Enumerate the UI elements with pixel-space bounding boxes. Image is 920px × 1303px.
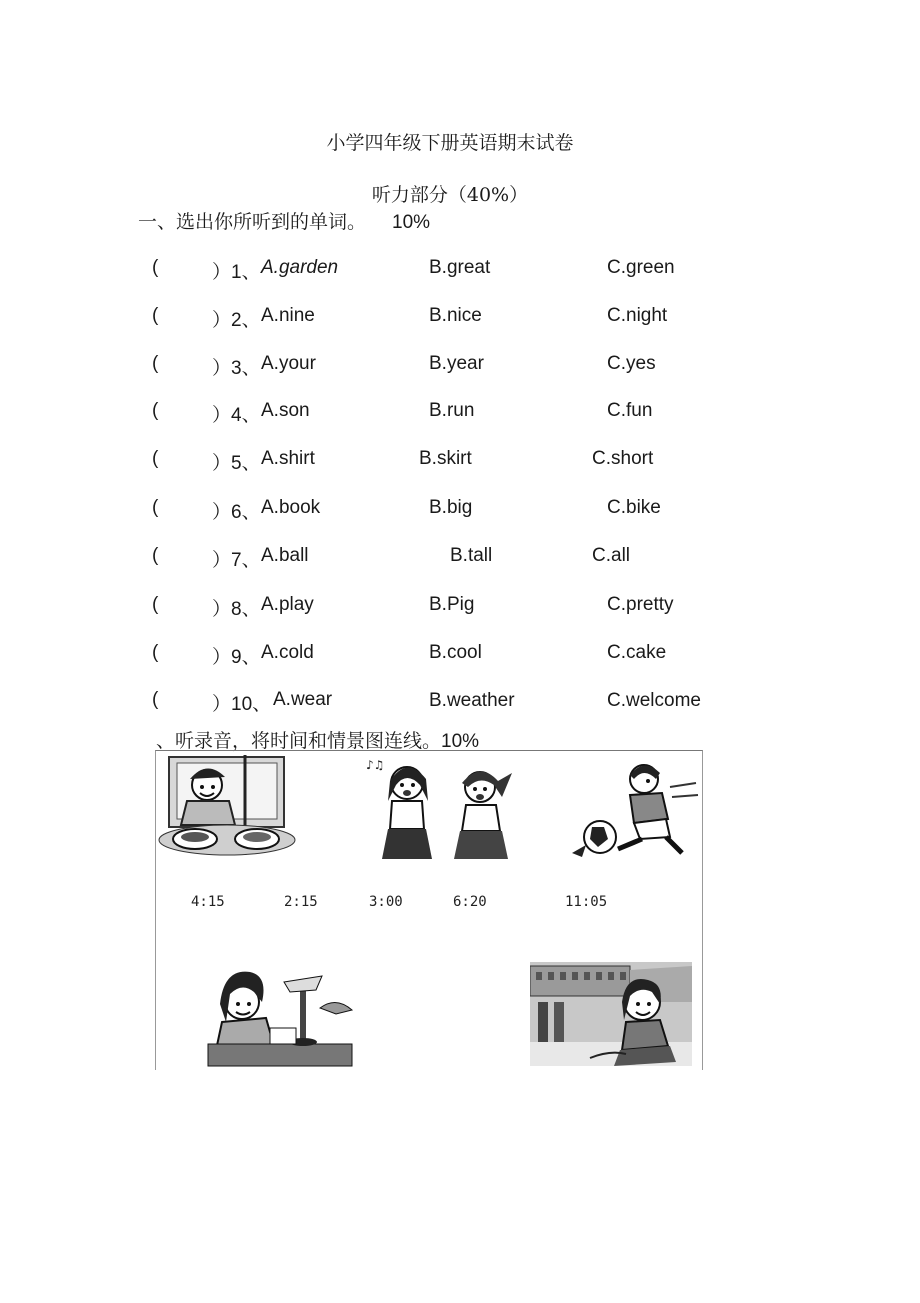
option-a: A.shirt: [261, 448, 315, 469]
option-c: C.cake: [607, 642, 667, 663]
option-b: B.year: [429, 353, 484, 374]
question-number: ）7、: [212, 550, 261, 571]
option-c: C.fun: [607, 400, 653, 421]
answer-paren[interactable]: (: [152, 257, 159, 278]
option-b: B.tall: [450, 545, 493, 566]
option-c: C.bike: [607, 497, 661, 518]
option-b: B.big: [429, 497, 473, 518]
answer-paren[interactable]: (: [152, 448, 159, 469]
answer-paren[interactable]: (: [152, 689, 159, 710]
option-b: B.Pig: [429, 594, 475, 615]
question-number: ）5、: [212, 453, 261, 474]
section-2-percent: 10%: [441, 731, 480, 752]
boy-football-image: [570, 757, 702, 861]
answer-paren[interactable]: (: [152, 353, 159, 374]
question-number: ）4、: [212, 405, 261, 426]
page-subtitle: 听力部分（40%）: [371, 184, 529, 206]
question-number: ）9、: [212, 647, 261, 668]
option-c: C.green: [607, 257, 675, 278]
option-c: C.short: [592, 448, 654, 469]
girls-singing-image: [362, 755, 522, 861]
boy-eating-image: [157, 755, 297, 860]
section-1-percent: 10%: [392, 212, 431, 233]
question-number: ）2、: [212, 310, 261, 331]
option-c: C.all: [592, 545, 631, 566]
option-b: B.cool: [429, 642, 482, 663]
answer-paren[interactable]: (: [152, 400, 159, 421]
option-b: B.great: [429, 257, 491, 278]
girl-studying-image: [204, 962, 356, 1068]
page-title: 小学四年级下册英语期末试卷: [326, 132, 574, 154]
option-c: C.yes: [607, 353, 656, 374]
option-a: A.wear: [273, 689, 333, 710]
answer-paren[interactable]: (: [152, 305, 159, 326]
option-b: B.run: [429, 400, 475, 421]
answer-paren[interactable]: (: [152, 642, 159, 663]
option-a: A.son: [261, 400, 310, 421]
answer-paren[interactable]: (: [152, 497, 159, 518]
time-label: 11:05: [565, 894, 608, 910]
question-number: ）3、: [212, 358, 261, 379]
question-number: ）10、: [212, 694, 272, 715]
time-label: 2:15: [284, 894, 318, 910]
question-number: ）6、: [212, 502, 261, 523]
question-number: ）8、: [212, 599, 261, 620]
time-label: 4:15: [191, 894, 225, 910]
girl-school-image: [530, 962, 692, 1068]
option-a: A.your: [261, 353, 316, 374]
option-b: B.nice: [429, 305, 482, 326]
option-a: A.garden: [261, 257, 339, 278]
svg-text:♪♫: ♪♫: [366, 758, 385, 772]
time-label: 6:20: [453, 894, 487, 910]
section-1-heading: [138, 207, 430, 234]
option-a: A.ball: [261, 545, 309, 566]
option-a: A.nine: [261, 305, 315, 326]
section-1-label: 一、选出你所听到的单词。: [138, 211, 367, 233]
answer-paren[interactable]: (: [152, 545, 159, 566]
section-2-heading: [156, 726, 479, 753]
option-b: B.skirt: [419, 448, 472, 469]
option-a: A.play: [261, 594, 314, 615]
option-a: A.cold: [261, 642, 314, 663]
question-number: ）1、: [212, 262, 261, 283]
option-c: C.welcome: [607, 690, 701, 711]
time-label: 3:00: [369, 894, 403, 910]
option-a: A.book: [261, 497, 321, 518]
option-c: C.night: [607, 305, 668, 326]
answer-paren[interactable]: (: [152, 594, 159, 615]
section-2-label: 、听录音，将时间和情景图连线。: [156, 730, 442, 752]
option-b: B.weather: [429, 690, 515, 711]
option-c: C.pretty: [607, 594, 674, 615]
